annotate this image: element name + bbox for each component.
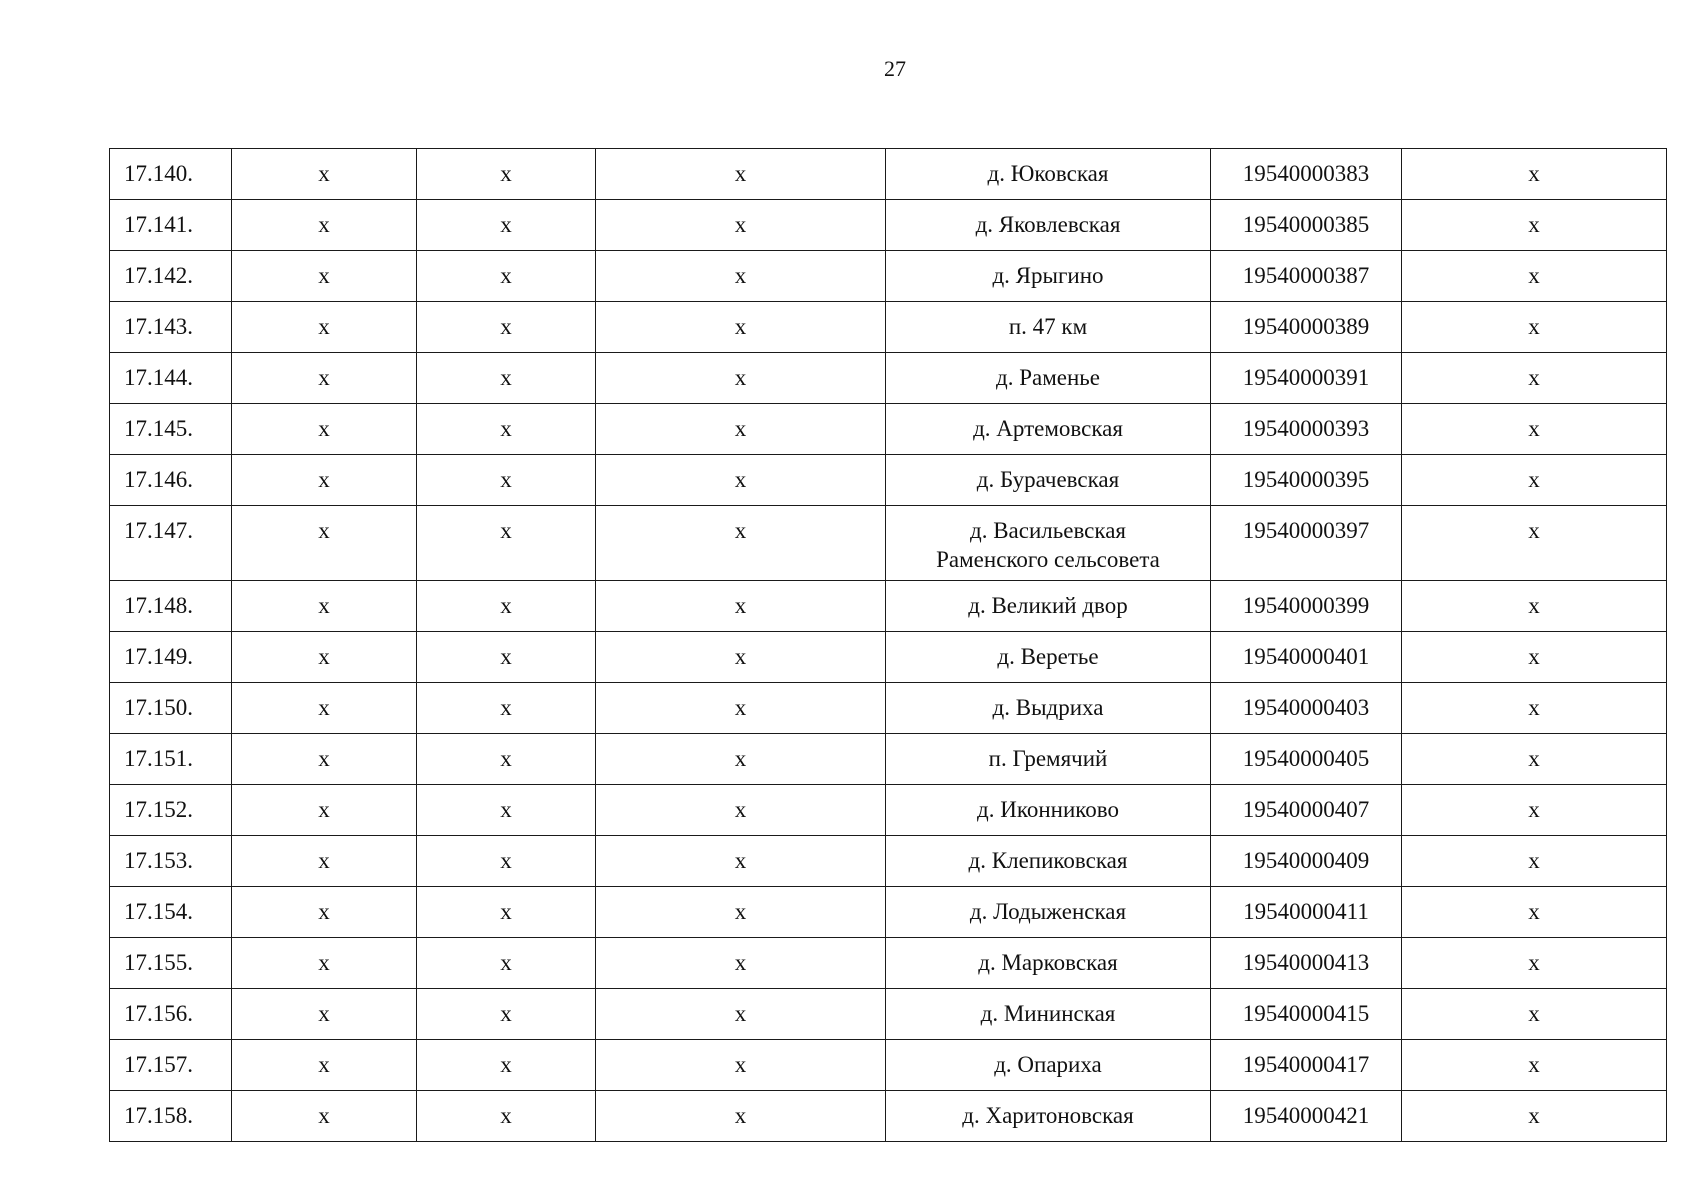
settlement-name-cell — [886, 1091, 1211, 1142]
settlement-name-cell-text: д. Юковская — [987, 161, 1109, 186]
col2-cell-text: х — [500, 593, 512, 618]
table-body — [110, 149, 1667, 1142]
col1-cell-text: х — [318, 950, 330, 975]
col1-cell-text: х — [318, 263, 330, 288]
row-number-cell-text: 17.147. — [124, 518, 193, 543]
col2-cell-text: х — [500, 1001, 512, 1026]
code-cell-text: 19540000385 — [1242, 212, 1370, 237]
settlement-name-cell-text: д. Бурачевская — [976, 467, 1120, 492]
settlement-name-cell — [886, 149, 1211, 200]
row-number-cell — [110, 785, 232, 836]
col3-cell-text: х — [734, 212, 747, 237]
code-cell-text: 19540000407 — [1242, 797, 1370, 822]
col4-cell-text: х — [1528, 1103, 1540, 1128]
row-number-cell — [110, 836, 232, 887]
code-cell-text: 19540000409 — [1242, 848, 1370, 873]
col2-cell-text: х — [500, 848, 512, 873]
code-cell — [1211, 734, 1402, 785]
col3-cell — [596, 455, 886, 506]
col2-cell — [417, 353, 596, 404]
col3-cell — [596, 404, 886, 455]
table-row — [110, 938, 1667, 989]
row-number-cell-text: 17.150. — [124, 695, 193, 720]
col2-cell — [417, 989, 596, 1040]
table-row — [110, 683, 1667, 734]
col3-cell-text: х — [734, 695, 747, 720]
col4-cell — [1402, 506, 1667, 581]
col4-cell-text: х — [1528, 263, 1540, 288]
table-row — [110, 581, 1667, 632]
code-cell — [1211, 1040, 1402, 1091]
col3-cell-text: х — [734, 1103, 747, 1128]
col4-cell-text: х — [1528, 1001, 1540, 1026]
col2-cell — [417, 632, 596, 683]
settlement-name-cell-text: п. Гремячий — [988, 746, 1108, 771]
code-cell — [1211, 404, 1402, 455]
col4-cell — [1402, 455, 1667, 506]
code-cell-text: 19540000417 — [1242, 1052, 1370, 1077]
col2-cell-text: х — [500, 644, 512, 669]
col4-cell-text: х — [1528, 848, 1540, 873]
code-cell-text: 19540000405 — [1242, 746, 1370, 771]
row-number-cell — [110, 506, 232, 581]
settlement-name-cell-text: д. Великий двор — [968, 593, 1128, 618]
row-number-cell — [110, 581, 232, 632]
col4-cell-text: х — [1528, 467, 1540, 492]
col3-cell — [596, 200, 886, 251]
col3-cell-text: х — [734, 746, 747, 771]
col2-cell — [417, 836, 596, 887]
code-cell — [1211, 632, 1402, 683]
col2-cell-text: х — [500, 314, 512, 339]
col2-cell-text: х — [500, 1103, 512, 1128]
table-row — [110, 836, 1667, 887]
table-row — [110, 632, 1667, 683]
col1-cell — [232, 251, 417, 302]
col3-cell-text: х — [734, 365, 747, 390]
settlement-name-cell — [886, 785, 1211, 836]
col1-cell — [232, 1091, 417, 1142]
col2-cell — [417, 581, 596, 632]
col1-cell — [232, 200, 417, 251]
row-number-cell-text: 17.155. — [124, 950, 193, 975]
col1-cell — [232, 1040, 417, 1091]
col1-cell — [232, 302, 417, 353]
settlement-name-cell-text: д. Артемовская — [973, 416, 1123, 441]
code-cell — [1211, 683, 1402, 734]
code-cell-text: 19540000383 — [1242, 161, 1370, 186]
settlement-name-cell — [886, 734, 1211, 785]
col4-cell-text: х — [1528, 899, 1540, 924]
col3-cell — [596, 734, 886, 785]
settlement-name-cell-text: д. Ярыгино — [992, 263, 1104, 288]
col4-cell — [1402, 683, 1667, 734]
col2-cell — [417, 785, 596, 836]
col4-cell — [1402, 887, 1667, 938]
table-row — [110, 149, 1667, 200]
col2-cell — [417, 404, 596, 455]
row-number-cell — [110, 1040, 232, 1091]
row-number-cell — [110, 938, 232, 989]
col1-cell-text: х — [318, 695, 330, 720]
col1-cell-text: х — [318, 161, 330, 186]
settlement-name-cell — [886, 836, 1211, 887]
col1-cell — [232, 887, 417, 938]
col3-cell — [596, 581, 886, 632]
col1-cell — [232, 404, 417, 455]
col1-cell-text: х — [318, 212, 330, 237]
col3-cell-text: х — [734, 899, 747, 924]
col1-cell — [232, 455, 417, 506]
code-cell — [1211, 353, 1402, 404]
col2-cell-text: х — [500, 212, 512, 237]
row-number-cell-text: 17.156. — [124, 1001, 193, 1026]
col3-cell — [596, 632, 886, 683]
settlement-name-cell — [886, 887, 1211, 938]
col4-cell — [1402, 785, 1667, 836]
col1-cell — [232, 632, 417, 683]
col3-cell — [596, 683, 886, 734]
col4-cell-text: х — [1528, 365, 1540, 390]
col4-cell — [1402, 581, 1667, 632]
row-number-cell-text: 17.142. — [124, 263, 193, 288]
col2-cell-text: х — [500, 797, 512, 822]
row-number-cell — [110, 404, 232, 455]
col4-cell — [1402, 149, 1667, 200]
col4-cell-text: х — [1528, 797, 1540, 822]
col3-cell-text: х — [734, 797, 747, 822]
col2-cell-text: х — [500, 746, 512, 771]
settlement-name-cell-text: д. Харитоновская — [962, 1103, 1134, 1128]
col2-cell — [417, 251, 596, 302]
settlement-name-cell-text: д. Раменье — [996, 365, 1100, 390]
col1-cell — [232, 836, 417, 887]
col2-cell-text: х — [500, 263, 512, 288]
row-number-cell-text: 17.157. — [124, 1052, 193, 1077]
row-number-cell — [110, 1091, 232, 1142]
settlement-name-cell-text: д. Васильевская — [970, 518, 1126, 543]
row-number-cell-text: 17.146. — [124, 467, 193, 492]
col4-cell-text: х — [1528, 950, 1540, 975]
col3-cell-text: х — [734, 1052, 747, 1077]
code-cell-text: 19540000391 — [1242, 365, 1370, 390]
col3-cell — [596, 251, 886, 302]
col1-cell-text: х — [318, 518, 330, 543]
col3-cell — [596, 836, 886, 887]
col2-cell-text: х — [500, 695, 512, 720]
col3-cell-text: х — [734, 161, 747, 186]
code-cell-text: 19540000395 — [1242, 467, 1370, 492]
code-cell-text: 19540000413 — [1242, 950, 1370, 975]
code-cell-text: 19540000411 — [1243, 899, 1369, 924]
table-row — [110, 1040, 1667, 1091]
table-row — [110, 887, 1667, 938]
row-number-cell — [110, 632, 232, 683]
code-cell — [1211, 989, 1402, 1040]
table-row — [110, 302, 1667, 353]
col3-cell-text: х — [734, 848, 747, 873]
settlement-name-cell-text: д. Клепиковская — [968, 848, 1128, 873]
code-cell — [1211, 785, 1402, 836]
settlement-name-cell-text: д. Иконниково — [977, 797, 1119, 822]
col4-cell — [1402, 938, 1667, 989]
table-row — [110, 200, 1667, 251]
settlement-name-line2: Раменского сельсовета — [936, 547, 1160, 572]
col1-cell-text: х — [318, 365, 330, 390]
row-number-cell-text: 17.148. — [124, 593, 193, 618]
row-number-cell-text: 17.149. — [124, 644, 193, 669]
row-number-cell-text: 17.145. — [124, 416, 193, 441]
row-number-cell — [110, 149, 232, 200]
col3-cell — [596, 353, 886, 404]
col1-cell — [232, 989, 417, 1040]
settlement-name-cell-text: д. Веретье — [997, 644, 1099, 669]
col4-cell — [1402, 251, 1667, 302]
col3-cell — [596, 149, 886, 200]
col1-cell — [232, 734, 417, 785]
col4-cell — [1402, 1040, 1667, 1091]
settlement-name-cell-text: д. Мининская — [980, 1001, 1116, 1026]
col1-cell-text: х — [318, 848, 330, 873]
table-row — [110, 506, 1667, 581]
col4-cell — [1402, 404, 1667, 455]
col2-cell-text: х — [500, 899, 512, 924]
settlement-name-cell-text: д. Лодыженская — [969, 899, 1127, 924]
code-cell — [1211, 1091, 1402, 1142]
col2-cell — [417, 938, 596, 989]
col1-cell-text: х — [318, 746, 330, 771]
settlement-name-cell — [886, 581, 1211, 632]
col2-cell — [417, 1040, 596, 1091]
table-row — [110, 734, 1667, 785]
row-number-cell-text: 17.154. — [124, 899, 193, 924]
page-number: 27 — [884, 56, 906, 81]
col3-cell — [596, 989, 886, 1040]
col1-cell-text: х — [318, 1052, 330, 1077]
col4-cell — [1402, 353, 1667, 404]
col3-cell-text: х — [734, 263, 747, 288]
code-cell-text: 19540000421 — [1242, 1103, 1370, 1128]
col1-cell-text: х — [318, 314, 330, 339]
table-row — [110, 989, 1667, 1040]
row-number-cell — [110, 455, 232, 506]
col4-cell-text: х — [1528, 161, 1540, 186]
col3-cell — [596, 1040, 886, 1091]
col2-cell — [417, 506, 596, 581]
col4-cell — [1402, 632, 1667, 683]
code-cell-text: 19540000403 — [1242, 695, 1370, 720]
settlement-name-cell — [886, 455, 1211, 506]
col1-cell-text: х — [318, 1001, 330, 1026]
col4-cell — [1402, 302, 1667, 353]
col2-cell — [417, 887, 596, 938]
row-number-cell — [110, 251, 232, 302]
code-cell — [1211, 200, 1402, 251]
row-number-cell-text: 17.143. — [124, 314, 193, 339]
settlement-name-cell-text: д. Опариха — [994, 1052, 1102, 1077]
settlements-table — [109, 148, 1667, 1142]
code-cell — [1211, 887, 1402, 938]
settlement-name-cell-text: д. Выдриха — [992, 695, 1104, 720]
col1-cell-text: х — [318, 899, 330, 924]
col1-cell-text: х — [318, 1103, 330, 1128]
settlement-name-cell — [886, 683, 1211, 734]
row-number-cell-text: 17.151. — [124, 746, 193, 771]
col1-cell-text: х — [318, 416, 330, 441]
col2-cell — [417, 455, 596, 506]
settlement-name-cell — [886, 353, 1211, 404]
col3-cell-text: х — [734, 644, 747, 669]
row-number-cell-text: 17.153. — [124, 848, 193, 873]
code-cell — [1211, 302, 1402, 353]
settlement-name-cell — [886, 200, 1211, 251]
col4-cell-text: х — [1528, 1052, 1540, 1077]
row-number-cell-text: 17.140. — [124, 161, 193, 186]
col3-cell — [596, 1091, 886, 1142]
col4-cell — [1402, 200, 1667, 251]
col4-cell-text: х — [1528, 695, 1540, 720]
col1-cell-text: х — [318, 797, 330, 822]
settlement-name-cell-text: п. 47 км — [1008, 314, 1088, 339]
settlement-name-cell — [886, 506, 1211, 581]
col1-cell-text: х — [318, 593, 330, 618]
table-row — [110, 251, 1667, 302]
col3-cell-text: х — [734, 416, 747, 441]
col2-cell — [417, 200, 596, 251]
col1-cell — [232, 149, 417, 200]
col3-cell-text: х — [734, 467, 747, 492]
col2-cell-text: х — [500, 467, 512, 492]
col2-cell — [417, 149, 596, 200]
settlement-name-cell-text: д. Марковская — [978, 950, 1118, 975]
col3-cell-text: х — [734, 1001, 747, 1026]
settlement-name-cell — [886, 1040, 1211, 1091]
col1-cell — [232, 506, 417, 581]
col4-cell — [1402, 989, 1667, 1040]
col3-cell-text: х — [734, 314, 747, 339]
settlement-name-cell — [886, 938, 1211, 989]
row-number-cell-text: 17.141. — [124, 212, 193, 237]
col1-cell — [232, 581, 417, 632]
settlement-name-cell — [886, 251, 1211, 302]
row-number-cell — [110, 353, 232, 404]
col1-cell-text: х — [318, 467, 330, 492]
table-row — [110, 785, 1667, 836]
col4-cell-text: х — [1528, 416, 1540, 441]
settlement-name-cell — [886, 404, 1211, 455]
table-row — [110, 353, 1667, 404]
col2-cell — [417, 1091, 596, 1142]
col1-cell-text: х — [318, 644, 330, 669]
code-cell-text: 19540000401 — [1242, 644, 1370, 669]
col1-cell — [232, 938, 417, 989]
table-row — [110, 455, 1667, 506]
code-cell — [1211, 251, 1402, 302]
row-number-cell — [110, 683, 232, 734]
col2-cell-text: х — [500, 950, 512, 975]
col3-cell — [596, 506, 886, 581]
col4-cell-text: х — [1528, 593, 1540, 618]
col4-cell-text: х — [1528, 518, 1540, 543]
settlement-name-cell — [886, 302, 1211, 353]
code-cell — [1211, 149, 1402, 200]
row-number-cell-text: 17.152. — [124, 797, 193, 822]
col2-cell — [417, 734, 596, 785]
col4-cell — [1402, 1091, 1667, 1142]
row-number-cell — [110, 734, 232, 785]
col3-cell-text: х — [734, 950, 747, 975]
code-cell-text: 19540000397 — [1242, 518, 1370, 543]
code-cell-text: 19540000387 — [1242, 263, 1370, 288]
col2-cell-text: х — [500, 416, 512, 441]
col1-cell — [232, 353, 417, 404]
col3-cell — [596, 302, 886, 353]
row-number-cell — [110, 302, 232, 353]
col1-cell — [232, 785, 417, 836]
table-row — [110, 1091, 1667, 1142]
col2-cell-text: х — [500, 1052, 512, 1077]
col2-cell-text: х — [500, 365, 512, 390]
col3-cell — [596, 938, 886, 989]
col2-cell — [417, 302, 596, 353]
col3-cell-text: х — [734, 593, 747, 618]
col4-cell-text: х — [1528, 314, 1540, 339]
code-cell — [1211, 836, 1402, 887]
row-number-cell-text: 17.158. — [124, 1103, 193, 1128]
code-cell-text: 19540000415 — [1242, 1001, 1370, 1026]
row-number-cell-text: 17.144. — [124, 365, 193, 390]
code-cell — [1211, 938, 1402, 989]
code-cell — [1211, 581, 1402, 632]
code-cell-text: 19540000389 — [1242, 314, 1370, 339]
col3-cell — [596, 887, 886, 938]
code-cell — [1211, 506, 1402, 581]
row-number-cell — [110, 989, 232, 1040]
row-number-cell — [110, 200, 232, 251]
settlement-name-cell — [886, 632, 1211, 683]
col4-cell — [1402, 734, 1667, 785]
col4-cell-text: х — [1528, 746, 1540, 771]
settlement-name-cell-text: д. Яковлевская — [975, 212, 1121, 237]
table-row — [110, 404, 1667, 455]
settlement-name-cell — [886, 989, 1211, 1040]
col4-cell-text: х — [1528, 212, 1540, 237]
col3-cell-text: х — [734, 518, 747, 543]
col2-cell-text: х — [500, 161, 512, 186]
col4-cell — [1402, 836, 1667, 887]
col1-cell — [232, 683, 417, 734]
col2-cell-text: х — [500, 518, 512, 543]
code-cell — [1211, 455, 1402, 506]
col4-cell-text: х — [1528, 644, 1540, 669]
col3-cell — [596, 785, 886, 836]
col2-cell — [417, 683, 596, 734]
row-number-cell — [110, 887, 232, 938]
code-cell-text: 19540000399 — [1242, 593, 1370, 618]
code-cell-text: 19540000393 — [1242, 416, 1370, 441]
